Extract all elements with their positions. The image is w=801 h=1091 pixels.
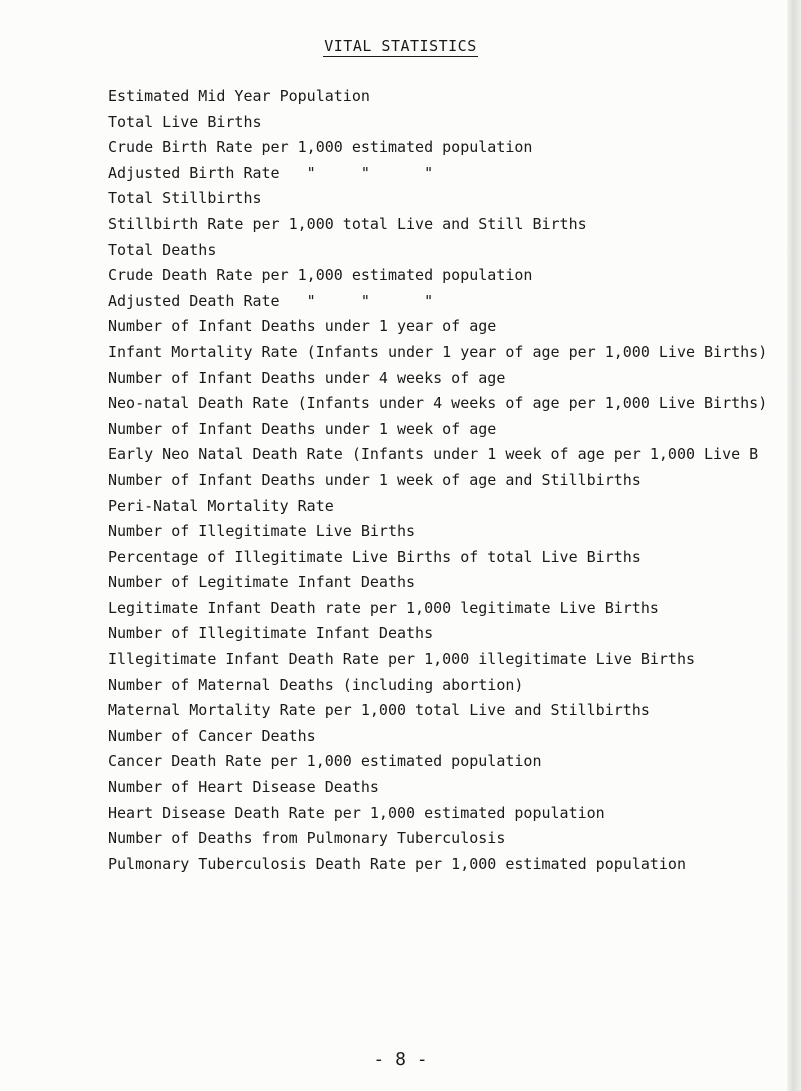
statistic-line: Adjusted Death Rate " " " — [108, 291, 434, 310]
statistic-line: Stillbirth Rate per 1,000 total Live and Still Births — [108, 214, 587, 233]
statistic-line: Number of Cancer Deaths — [108, 726, 316, 745]
statistic-line: Number of Heart Disease Deaths — [108, 778, 379, 797]
statistic-line: Peri-Natal Mortality Rate — [108, 496, 334, 515]
statistic-line: Heart Disease Death Rate per 1,000 estimated population — [108, 803, 605, 822]
statistic-line: Number of Deaths from Pulmonary Tuberculosis — [108, 829, 506, 848]
statistic-line: Total Live Births — [108, 112, 262, 131]
statistic-line: Adjusted Birth Rate " " " — [108, 163, 434, 182]
statistic-line: Legitimate Infant Death rate per 1,000 legitimate Live Births — [108, 598, 659, 617]
statistic-line: Number of Illegitimate Infant Deaths — [108, 624, 434, 643]
statistic-line: Number of Maternal Deaths (including abortion) — [108, 675, 524, 694]
page-title — [0, 37, 801, 57]
statistic-line: Neo-natal Death Rate (Infants under 4 weeks of age per 1,000 Live Births) — [108, 394, 768, 413]
statistic-line: Number of Infant Deaths under 1 year of age — [108, 317, 497, 336]
page-number: - 8 - — [373, 1049, 428, 1070]
statistic-line: Early Neo Natal Death Rate (Infants under 1 week of age per 1,000 Live B — [108, 445, 759, 464]
statistics-list — [108, 84, 801, 877]
statistic-line: Total Stillbirths — [108, 189, 262, 208]
statistic-line: Number of Infant Deaths under 1 week of age — [108, 419, 497, 438]
statistic-line: Total Deaths — [108, 240, 217, 259]
statistic-line: Crude Death Rate per 1,000 estimated population — [108, 266, 533, 285]
statistic-line: Number of Infant Deaths under 4 weeks of age — [108, 368, 506, 387]
statistic-line: Infant Mortality Rate (Infants under 1 year of age per 1,000 Live Births) — [108, 342, 768, 361]
statistic-line: Cancer Death Rate per 1,000 estimated population — [108, 752, 542, 771]
statistic-line: Pulmonary Tuberculosis Death Rate per 1,000 estimated population — [108, 854, 686, 873]
statistic-line: Crude Birth Rate per 1,000 estimated population — [108, 138, 533, 157]
statistic-line: Estimated Mid Year Population — [108, 87, 370, 105]
statistic-line: Percentage of Illegitimate Live Births of total Live Births — [108, 547, 641, 566]
page-title-text: VITAL STATISTICS — [324, 37, 477, 55]
statistic-line: Number of Illegitimate Live Births — [108, 522, 416, 541]
statistic-line: Number of Legitimate Infant Deaths — [108, 573, 416, 592]
statistic-line: Number of Infant Deaths under 1 week of age and Stillbirths — [108, 470, 641, 489]
statistic-line: Maternal Mortality Rate per 1,000 total Live and Stillbirths — [108, 701, 650, 720]
statistic-line: Illegitimate Infant Death Rate per 1,000 illegitimate Live Births — [108, 650, 695, 669]
